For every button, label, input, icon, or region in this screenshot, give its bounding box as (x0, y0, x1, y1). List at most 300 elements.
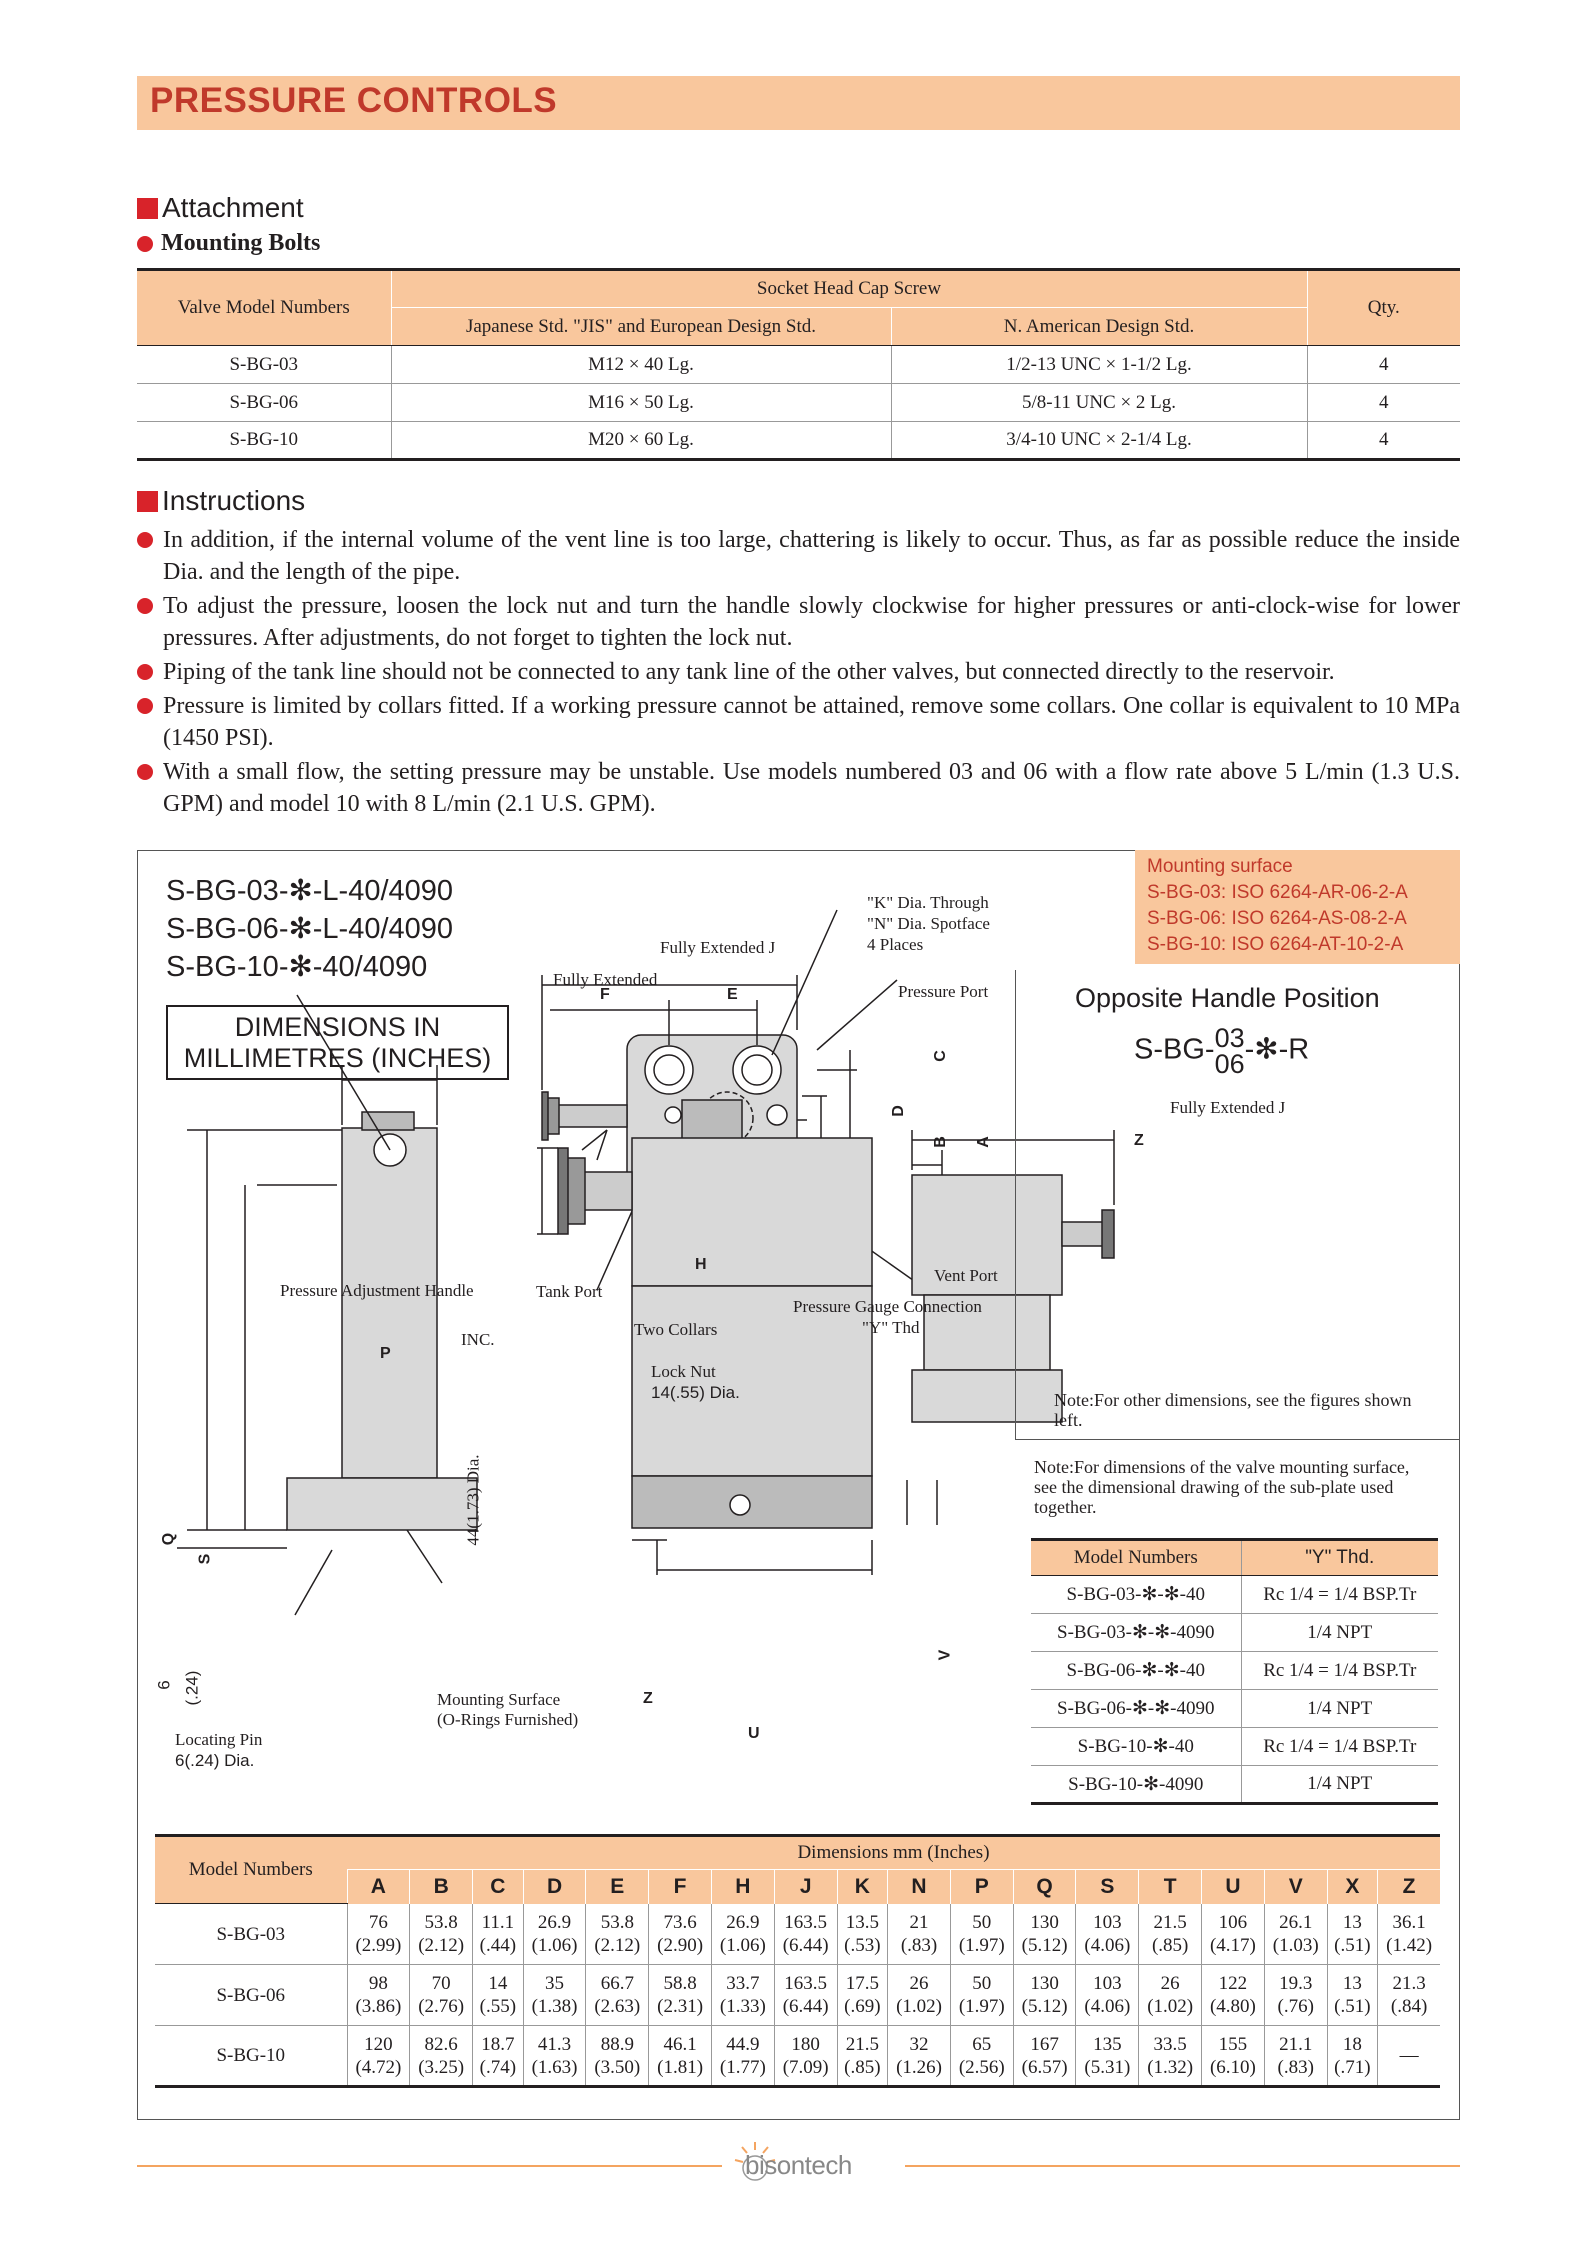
dim-cell (1139, 1965, 1202, 2026)
dim-letter-q: Q (160, 1532, 178, 1546)
dim-cell (711, 1904, 774, 1965)
dim-cell-inch: (6.44) (782, 1996, 829, 2017)
bolt-cell-na: 3/4-10 UNC × 2-1/4 Lg. (891, 422, 1307, 460)
dim-cell-mm: 66.7 (600, 1973, 634, 1994)
dim-cell-mm: 18 (1342, 2033, 1362, 2055)
dimensions-table (155, 1834, 1440, 2088)
dim-col-letter: S (1076, 1870, 1139, 1904)
dim-cell-mm: 17.5 (845, 1973, 879, 1994)
dim-cell-mm: 32 (909, 2033, 929, 2055)
dim-letter-e: E (727, 986, 738, 1003)
dim-cell-inch: (5.31) (1084, 2056, 1131, 2078)
mounting-surface-line: S-BG-10: ISO 6264-AT-10-2-A (1147, 934, 1404, 955)
valve-side-body-left (342, 1128, 437, 1478)
dim-cell (711, 1965, 774, 2026)
dim-cell-mm: 36.1 (1392, 1911, 1426, 1933)
dim-cell-inch: (1.03) (1272, 1934, 1319, 1956)
dim-cell (1013, 1965, 1076, 2026)
dim-col-letter: N (888, 1870, 951, 1904)
dim-cell-mm: 21.5 (1153, 1911, 1187, 1933)
red-bullet-icon (137, 532, 153, 548)
mounting-note: Note:For dimensions of the valve mounting surface, see the dimensional drawing of the sub-plate used together. (1034, 1457, 1410, 1517)
y-cell-thread: 1/4 NPT (1241, 1690, 1438, 1728)
dim-col-letter: B (410, 1870, 473, 1904)
bolt-col-qty: Qty. (1307, 270, 1460, 346)
pin-dia-label: 6(.24) Dia. (175, 1751, 255, 1770)
dim-cell-inch: (2.12) (418, 1934, 465, 1956)
dim-cell (347, 2026, 410, 2087)
dim-cell-mm: 76 (368, 1911, 388, 1933)
dim-cell (1076, 1965, 1139, 2026)
dim-cell-mm: 163.5 (784, 1973, 828, 1994)
dim-cell (649, 1904, 712, 1965)
dim-cell-inch: (.76) (1277, 1996, 1314, 2017)
instruction-text: To adjust the pressure, loosen the lock nut and turn the handle slowly clockwise for higher pressures or anti-clock-wise for lower pressures. After adjustments, do not forget to tighten the lock nut. (163, 593, 1460, 651)
y-cell-model: S-BG-06-✻-✻-4090 (1031, 1690, 1241, 1728)
dim-col-letter: C (473, 1870, 524, 1904)
dim-cell (950, 1904, 1013, 1965)
dim-cell-inch: (5.12) (1021, 1934, 1068, 1956)
dim-cell (473, 1965, 524, 2026)
adj-handle-label: Pressure Adjustment Handle (280, 1281, 474, 1300)
table-row (155, 1904, 1440, 1965)
dim-cell-inch: (1.06) (531, 1934, 578, 1956)
dim-cell-inch: (1.97) (958, 1934, 1005, 1956)
opp-fully-extended-label: Fully Extended J (1170, 1098, 1286, 1117)
y-thread-table (1031, 1538, 1438, 1805)
dim-letter-t: V (936, 1649, 954, 1661)
red-bullet-icon (137, 236, 153, 252)
dim-cell (1264, 2026, 1327, 2087)
bolt-col-jis: Japanese Std. "JIS" and European Design Std. (391, 308, 891, 346)
dim-cell-mm: 130 (1030, 1911, 1059, 1933)
bolt-table (137, 268, 1460, 461)
y-thd-label: "Y" Thd (862, 1318, 920, 1337)
dim-cell (1378, 2026, 1440, 2087)
dim-cell-mm: 53.8 (424, 1911, 458, 1933)
mounting-surface-line: S-BG-06: ISO 6264-AS-08-2-A (1147, 908, 1407, 929)
dim-cell (774, 1904, 837, 1965)
dim-cell-mm: 21.1 (1279, 2033, 1313, 2055)
opposite-handle-model (1134, 1025, 1309, 1077)
list-item (137, 690, 1460, 754)
six-label: 6 (154, 1680, 174, 1690)
dim-cell-mm: 103 (1093, 1973, 1122, 1994)
dim-cell-mm: 18.7 (481, 2033, 515, 2055)
dim-col-letter: V (1264, 1870, 1327, 1904)
y-cell-thread: Rc 1/4 = 1/4 BSP.Tr (1241, 1728, 1438, 1766)
dim-cell-mm: 88.9 (600, 2033, 634, 2055)
dim-cell (888, 1965, 951, 2026)
dim-cell-mm: 13.5 (845, 1911, 879, 1933)
dim-cell-mm: 98 (368, 1973, 388, 1994)
dim-letter-s: S (196, 1553, 214, 1565)
dim-col-letter: X (1327, 1870, 1378, 1904)
dim-cell-mm: 46.1 (663, 2033, 697, 2055)
dim-cell-inch: (4.80) (1209, 1996, 1256, 2017)
dim-cell-mm: 167 (1030, 2033, 1059, 2055)
bolt-cell-model: S-BG-06 (137, 384, 391, 422)
dim-cell-inch: (6.44) (782, 1934, 829, 1956)
dim-cell (774, 2026, 837, 2087)
four-places-label: 4 Places (867, 935, 924, 954)
dim-cell-mm: 82.6 (424, 2033, 458, 2055)
dim-cell (586, 1904, 649, 1965)
dim-cell-mm: 21 (909, 1911, 929, 1933)
dim-cell-model: S-BG-06 (155, 1965, 347, 2026)
dim-letter-b: B (931, 1136, 949, 1148)
dim-cell-mm: 13 (1342, 1973, 1362, 1994)
dim-cell-inch: (1.02) (1147, 1996, 1194, 2017)
six-in-label: (.24) (182, 1670, 202, 1706)
dim-cell-inch: (.71) (1334, 2056, 1371, 2078)
vent-port-label: Vent Port (934, 1266, 998, 1285)
dim-cell-mm: 14 (488, 1973, 508, 1994)
dim-col-letter: J (774, 1870, 837, 1904)
table-row (1031, 1576, 1438, 1614)
dim-cell-inch: (6.10) (1209, 2056, 1256, 2078)
dim-cell-inch: (1.77) (719, 2056, 766, 2078)
dim-cell-inch: (3.25) (418, 2056, 465, 2078)
dim-letter-d: D (889, 1105, 907, 1117)
dim-cell (473, 1904, 524, 1965)
dim-cell-mm: 73.6 (663, 1911, 697, 1933)
dim-cell-mm: 50 (972, 1911, 992, 1933)
inc-label: INC. (461, 1330, 495, 1349)
dim-cell (586, 2026, 649, 2087)
dim-cell-inch: (.83) (900, 1934, 938, 1956)
dim-cell-mm: 26 (1160, 1973, 1180, 1994)
mounting-surface-label: Mounting Surface (437, 1690, 561, 1709)
table-row (155, 2026, 1440, 2087)
dim-cell-inch: (2.99) (355, 1934, 402, 1956)
dim-cell-inch: (2.31) (657, 1996, 704, 2017)
red-bullet-icon (137, 764, 153, 780)
dim-cell-inch: (.85) (1151, 1934, 1189, 1956)
opp-divider (1015, 1439, 1460, 1440)
bisontech-logo (730, 2138, 900, 2188)
dim-cell-mm: 53.8 (600, 1911, 634, 1933)
bolt-cell-na: 5/8-11 UNC × 2 Lg. (891, 384, 1307, 422)
dim-cell-mm: 180 (791, 2033, 820, 2055)
mounting-surface-box (1135, 850, 1460, 964)
dim-cell-mm: 26 (909, 1973, 929, 1994)
dim-cell-mm: 44.9 (726, 2033, 760, 2055)
units-line: MILLIMETRES (INCHES) (183, 1043, 492, 1073)
dim-col-letter: U (1202, 1870, 1265, 1904)
dim-cell-inch: (.83) (1277, 2056, 1314, 2078)
footer-line-right (905, 2165, 1460, 2167)
y-cell-model: S-BG-06-✻-✻-40 (1031, 1652, 1241, 1690)
dim-cell-inch: (2.63) (594, 1996, 641, 2017)
footer-line-left (137, 2165, 722, 2167)
lock-nut-dia-label: 14(.55) Dia. (651, 1383, 740, 1402)
mounting-bolts-text: Mounting Bolts (161, 230, 321, 256)
dim-cell (1013, 1904, 1076, 1965)
dim-cell-inch: (1.38) (531, 1996, 578, 2017)
dim-letter-a: A (974, 1136, 992, 1148)
dim-cell-mm: 33.5 (1153, 2033, 1187, 2055)
dim-cell-inch: (1.33) (719, 1996, 766, 2017)
two-collars-label: Two Collars (634, 1320, 718, 1339)
dim-cell (1378, 1965, 1440, 2026)
dim-cell-inch: (5.12) (1021, 1996, 1068, 2017)
opp-model-top: 03 (1214, 1023, 1245, 1053)
dim-cell-mm: 70 (431, 1973, 451, 1994)
dim-cell-mm: 58.8 (663, 1973, 697, 1994)
dim-cell (1378, 1904, 1440, 1965)
dim-letter-c: C (931, 1050, 949, 1062)
opp-divider-vertical (1015, 970, 1016, 1440)
dim-cell-inch: (7.09) (782, 2056, 829, 2078)
y-cell-thread: Rc 1/4 = 1/4 BSP.Tr (1241, 1652, 1438, 1690)
dim-cell-inch: (1.63) (531, 2056, 578, 2078)
bolt-cell-qty: 4 (1307, 346, 1460, 384)
pressure-port-label: Pressure Port (898, 982, 989, 1001)
bolt-cell-jis: M20 × 60 Lg. (391, 422, 891, 460)
dim-cell-model: S-BG-03 (155, 1904, 347, 1965)
dim-cell-inch: (4.06) (1084, 1996, 1131, 2017)
red-square-icon (137, 198, 158, 219)
drawing-model: S-BG-03-✻-L-40/4090 (166, 875, 454, 907)
dim-cell-inch: (.51) (1334, 1934, 1371, 1956)
dim-cell-mm: 19.3 (1279, 1973, 1313, 1994)
dim-col-letter: Z (1378, 1870, 1440, 1904)
opp-model-suffix: -✻-R (1244, 1033, 1310, 1066)
dim-cell-inch: (2.12) (594, 1934, 641, 1956)
dim-letter-z: Z (1134, 1132, 1144, 1149)
dim-cell-mm: 103 (1093, 1911, 1122, 1933)
dim-cell (473, 2026, 524, 2087)
dim-cell (523, 1965, 586, 2026)
dim-cell-mm: 11.1 (481, 1911, 515, 1933)
dim-cell-inch: (2.90) (657, 1934, 704, 1956)
bolt-cell-model: S-BG-10 (137, 422, 391, 460)
bolt-cell-na: 1/2-13 UNC × 1-1/2 Lg. (891, 346, 1307, 384)
units-line: DIMENSIONS IN (234, 1012, 441, 1042)
table-row (137, 422, 1460, 460)
dim-cell-inch: (4.17) (1209, 1934, 1256, 1956)
y-cell-model: S-BG-10-✻-40 (1031, 1728, 1241, 1766)
dim-cell-mm: 130 (1030, 1973, 1059, 1994)
instruction-text: Pressure is limited by collars fitted. If a working pressure cannot be attained, remove some collars. One collar is equivalent to 10 MPa (1450 PSI). (163, 693, 1460, 751)
dim-cell-model: S-BG-10 (155, 2026, 347, 2087)
dim-cell-mm: 155 (1218, 2033, 1248, 2055)
page-title: PRESSURE CONTROLS (150, 81, 558, 120)
drawing-model: S-BG-06-✻-L-40/4090 (166, 913, 454, 945)
dim-cell (523, 1904, 586, 1965)
dim-cell (1264, 1904, 1327, 1965)
y-col-thread: "Y" Thd. (1241, 1540, 1438, 1576)
dim-cell (950, 2026, 1013, 2087)
dim-cell-inch: (3.50) (594, 2056, 641, 2078)
dim-body (155, 1904, 1440, 2087)
dim-cell-inch: (2.76) (418, 1996, 465, 2017)
dim-cell-inch: (1.32) (1147, 2056, 1194, 2078)
dim-cell-mm: 26.1 (1279, 1911, 1313, 1933)
dim-cell (649, 2026, 712, 2087)
dim-cell (347, 1904, 410, 1965)
dim-cell (1264, 1965, 1327, 2026)
opp-model-prefix: S-BG- (1134, 1033, 1215, 1066)
dim-cell-inch: (4.06) (1084, 1934, 1131, 1956)
list-item (137, 756, 1460, 820)
bolt-cell-qty: 4 (1307, 422, 1460, 460)
mounting-surface-line: S-BG-03: ISO 6264-AR-06-2-A (1147, 882, 1408, 903)
logo-text: bisontech (745, 2150, 852, 2180)
table-row (1031, 1728, 1438, 1766)
instructions-heading-text: Instructions (162, 485, 306, 516)
dim-cell-mm: 122 (1218, 1973, 1248, 1994)
dim-cell-inch: (.44) (479, 1934, 517, 1956)
dim-cell (837, 1904, 888, 1965)
tank-port-label: Tank Port (536, 1282, 603, 1301)
dim-col-letter: F (649, 1870, 712, 1904)
dim-col-letter: A (347, 1870, 410, 1904)
dim-cell (347, 1965, 410, 2026)
y-cell-thread: 1/4 NPT (1241, 1614, 1438, 1652)
dim-cell (837, 1965, 888, 2026)
table-row (1031, 1766, 1438, 1804)
bolt-cell-qty: 4 (1307, 384, 1460, 422)
dim-cell (1202, 2026, 1265, 2087)
red-bullet-icon (137, 698, 153, 714)
dim-cell-mm: 21.5 (845, 2033, 879, 2055)
dim-col-model: Model Numbers (155, 1836, 347, 1904)
k-dia-label: "K" Dia. Through (867, 893, 989, 912)
dim-cell (1202, 1904, 1265, 1965)
dim-header-row (155, 1870, 1440, 1904)
dim-cell-inch: (.85) (844, 2056, 881, 2078)
dim-cell (888, 2026, 951, 2087)
dim-cell-mm: 106 (1218, 1911, 1248, 1933)
dim-cell (410, 1904, 473, 1965)
dim-cell-inch: (3.86) (355, 1996, 402, 2017)
drawing-model: S-BG-10-✻-40/4090 (166, 951, 428, 983)
dim-cell-inch: (1.06) (719, 1934, 766, 1956)
dim-col-letter: Q (1013, 1870, 1076, 1904)
dim-cell-mm: 163.5 (784, 1911, 828, 1933)
dim-cell-mm: — (1399, 2045, 1419, 2066)
bolt-cell-jis: M16 × 50 Lg. (391, 384, 891, 422)
dim-cell-inch: (.53) (844, 1934, 881, 1956)
dim-cell-mm: 41.3 (537, 2033, 572, 2055)
dim-cell (1076, 1904, 1139, 1965)
dim-letter-f: F (600, 986, 610, 1003)
fully-extended-f-label: Fully Extended (553, 970, 658, 989)
bolt-col-na: N. American Design Std. (891, 308, 1307, 346)
dim-cell (950, 1965, 1013, 2026)
y-col-model: Model Numbers (1031, 1540, 1241, 1576)
dim-cell (1139, 1904, 1202, 1965)
dim-cell-inch: (1.02) (896, 1996, 942, 2017)
dim-cell-mm: 13 (1342, 1911, 1362, 1933)
y-cell-thread: Rc 1/4 = 1/4 BSP.Tr (1241, 1576, 1438, 1614)
y-cell-model: S-BG-03-✻-✻-40 (1031, 1576, 1241, 1614)
dim-letter-p: P (380, 1345, 391, 1362)
dim-cell-inch: (2.56) (958, 2056, 1005, 2078)
dim-cell (1327, 1965, 1378, 2026)
table-row (137, 384, 1460, 422)
dim-cell (410, 2026, 473, 2087)
dim-cell-mm: 26.9 (537, 1911, 572, 1933)
instructions-list (137, 524, 1460, 820)
table-row (1031, 1652, 1438, 1690)
dim-cell-inch: (.84) (1390, 1996, 1428, 2017)
dim-cell (649, 1965, 712, 2026)
instruction-text: In addition, if the internal volume of the vent line is too large, chattering is likely to occur. Thus, as far as possible reduce the inside Dia. and the length of the pipe. (163, 527, 1460, 585)
dim-col-letter: T (1139, 1870, 1202, 1904)
dim-letter-h: H (695, 1256, 707, 1273)
dim-letter-u: U (748, 1725, 760, 1742)
lock-nut-label: Lock Nut (651, 1362, 716, 1381)
dim-col-group: Dimensions mm (Inches) (347, 1836, 1440, 1870)
y-cell-model: S-BG-03-✻-✻-4090 (1031, 1614, 1241, 1652)
dim-cell (711, 2026, 774, 2087)
dim-cell (1139, 2026, 1202, 2087)
dim-cell-mm: 50 (972, 1973, 992, 1994)
table-row (1031, 1614, 1438, 1652)
dim-col-letter: P (950, 1870, 1013, 1904)
attachment-heading (137, 192, 304, 224)
valve-side-body-right (632, 1138, 872, 1286)
dim-col-letter: K (837, 1870, 888, 1904)
dim-cell (523, 2026, 586, 2087)
mounting-bolts-heading (137, 230, 320, 257)
o-rings-label: (O-Rings Furnished) (437, 1710, 579, 1729)
dim-cell-mm: 33.7 (726, 1973, 760, 1994)
red-square-icon (137, 491, 158, 512)
instruction-text: Piping of the tank line should not be connected to any tank line of the other valves, but connected directly to the reservoir. (163, 659, 1335, 685)
dim-cell (1327, 2026, 1378, 2087)
dim-cell (837, 2026, 888, 2087)
dia-44-label: 44(1.73) Dia. (463, 1454, 483, 1546)
dim-cell-mm: 120 (364, 2033, 393, 2055)
y-cell-thread: 1/4 NPT (1241, 1766, 1438, 1804)
y-cell-model: S-BG-10-✻-4090 (1031, 1766, 1241, 1804)
dim-cell (774, 1965, 837, 2026)
opp-note: Note:For other dimensions, see the figures shown left. (1054, 1390, 1412, 1430)
dim-cell (1076, 2026, 1139, 2087)
bolt-col-model: Valve Model Numbers (137, 270, 391, 346)
dim-cell (410, 1965, 473, 2026)
red-bullet-icon (137, 664, 153, 680)
mounting-surface-title: Mounting surface (1147, 856, 1293, 877)
attachment-heading-text: Attachment (162, 192, 304, 223)
opposite-handle-title: Opposite Handle Position (1075, 983, 1380, 1013)
dim-cell (1327, 1904, 1378, 1965)
dim-cell-inch: (.51) (1334, 1996, 1371, 2017)
dim-cell-inch: (1.26) (896, 2056, 942, 2078)
dim-cell (888, 1904, 951, 1965)
gauge-connection-label: Pressure Gauge Connection (793, 1297, 982, 1316)
fully-extended-j-label: Fully Extended J (660, 938, 776, 957)
bolt-cell-jis: M12 × 40 Lg. (391, 346, 891, 384)
dim-cell-inch: (1.81) (657, 2056, 704, 2078)
instruction-text: With a small flow, the setting pressure may be unstable. Use models numbered 03 and 06 with a flow rate above 5 L/min (1.3 U.S. GPM) and model 10 with 8 L/min (2.1 U.S. GPM). (163, 759, 1460, 817)
n-dia-label: "N" Dia. Spotface (867, 914, 990, 933)
red-bullet-icon (137, 598, 153, 614)
dim-letter-v: Z (643, 1690, 653, 1707)
table-row (155, 1965, 1440, 2026)
dim-cell-inch: (6.57) (1021, 2056, 1068, 2078)
opp-model-bottom: 06 (1214, 1049, 1245, 1079)
bolt-cell-model: S-BG-03 (137, 346, 391, 384)
table-row (137, 346, 1460, 384)
dim-cell-inch: (.74) (479, 2056, 517, 2078)
list-item (137, 524, 1460, 588)
dim-cell-mm: 65 (972, 2033, 992, 2055)
